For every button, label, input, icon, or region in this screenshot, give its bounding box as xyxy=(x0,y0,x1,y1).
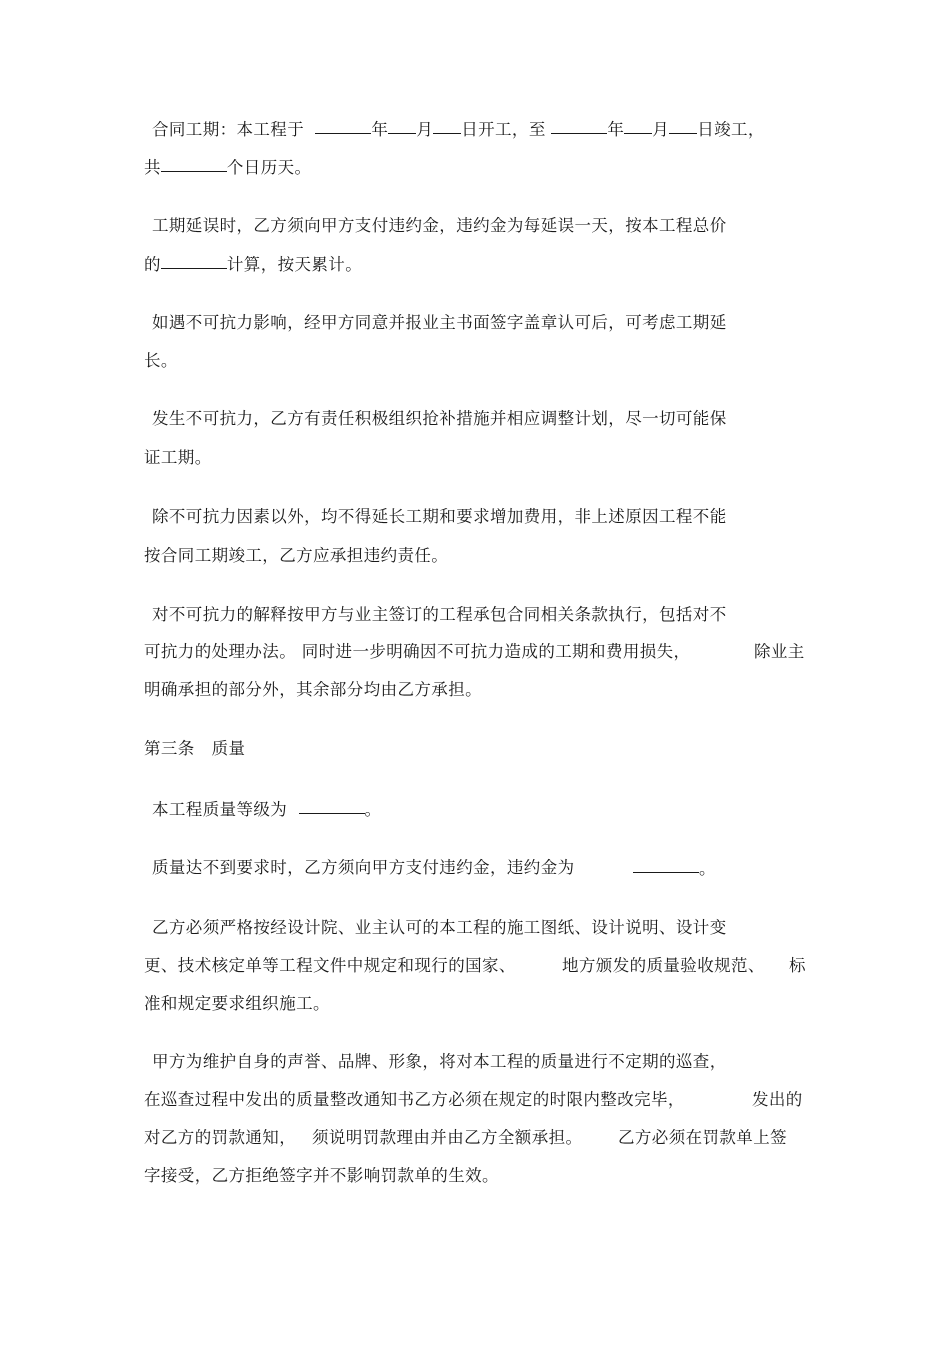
text: 月 xyxy=(416,120,434,139)
text: 可抗力的处理办法。 同时进一步明确因不可抗力造成的工期和费用损失， xyxy=(144,642,691,661)
p9-line-3 xyxy=(144,992,330,1016)
blank-penalty xyxy=(633,856,699,873)
blank-day-start xyxy=(433,117,461,134)
p2-line-2 xyxy=(144,252,362,276)
text: 发生不可抗力，乙方有责任积极组织抢补措施并相应调整计划，尽一切可能保 xyxy=(152,409,727,428)
text: 日开工，至 xyxy=(461,120,546,139)
text: 共 xyxy=(144,158,161,177)
p10-line-3 xyxy=(144,1126,296,1150)
text: 工期延误时，乙方须向甲方支付违约金，违约金为每延误一天，按本工程总价 xyxy=(152,216,727,235)
text: 字接受，乙方拒绝签字并不影响罚款单的生效。 xyxy=(144,1166,499,1185)
p10-line-4 xyxy=(144,1164,499,1188)
blank-rate xyxy=(161,252,227,269)
p4-line-1 xyxy=(152,407,727,431)
p6-line-1 xyxy=(152,603,727,627)
blank-days xyxy=(161,155,227,172)
text: 按合同工期竣工，乙方应承担违约责任。 xyxy=(144,546,449,565)
p10-line-2-tail xyxy=(752,1088,803,1112)
text: 本工程质量等级为 xyxy=(152,800,288,819)
p3-line-1 xyxy=(152,311,727,335)
text: 如遇不可抗力影响，经甲方同意并报业主书面签字盖章认可后，可考虑工期延 xyxy=(152,313,727,332)
blank-quality-grade xyxy=(299,797,365,814)
text: 标 xyxy=(789,956,806,975)
p5-line-1 xyxy=(152,505,727,529)
text: 年 xyxy=(607,120,625,139)
text: 更、技术核定单等工程文件中规定和现行的国家、 xyxy=(144,956,516,975)
p9-line-2-tail xyxy=(789,954,806,978)
text: 除不可抗力因素以外，均不得延长工期和要求增加费用，非上述原因工程不能 xyxy=(152,507,727,526)
blank-day-end xyxy=(669,117,697,134)
p7-line-1 xyxy=(152,797,381,821)
text: 除业主 xyxy=(754,642,805,661)
blank-month-start xyxy=(388,117,416,134)
p9-line-1 xyxy=(152,916,727,940)
p10-line-3-tail xyxy=(618,1126,787,1150)
text: 明确承担的部分外，其余部分均由乙方承担。 xyxy=(144,680,482,699)
text: 质量达不到要求时，乙方须向甲方支付违约金，违约金为 xyxy=(152,858,575,877)
p2-line-1 xyxy=(152,214,727,238)
p4-line-2 xyxy=(144,446,212,470)
text: 地方颁发的质量验收规范、 xyxy=(562,956,765,975)
p10-line-2 xyxy=(144,1088,685,1112)
text: 乙方必须在罚款单上签 xyxy=(618,1128,787,1147)
text: 对不可抗力的解释按甲方与业主签订的工程承包合同相关条款执行，包括对不 xyxy=(152,605,727,624)
text: 。 xyxy=(364,800,382,819)
text: 年 xyxy=(371,120,389,139)
p9-line-2 xyxy=(144,954,516,978)
p10-line-3-mid xyxy=(312,1126,582,1150)
text: 。 xyxy=(699,859,716,878)
text: 长。 xyxy=(144,351,178,370)
text: 对乙方的罚款通知， xyxy=(144,1128,297,1147)
p6-line-2 xyxy=(144,640,690,664)
p9-line-2-mid xyxy=(562,954,765,978)
text: 合同工期：本工程于 xyxy=(152,120,305,139)
text: 在巡查过程中发出的质量整改通知书乙方必须在规定的时限内整改完毕， xyxy=(144,1090,685,1109)
p5-line-2 xyxy=(144,544,448,568)
p1-line-1 xyxy=(152,117,765,141)
text: 的 xyxy=(144,255,161,274)
blank-month-end xyxy=(624,117,652,134)
p3-line-2 xyxy=(144,349,178,373)
text: 准和规定要求组织施工。 xyxy=(144,994,330,1013)
text: 须说明罚款理由并由乙方全额承担。 xyxy=(312,1128,583,1147)
text: 乙方必须严格按经设计院、业主认可的本工程的施工图纸、设计说明、设计变 xyxy=(152,918,727,937)
text: 发出的 xyxy=(752,1090,803,1109)
text: 第三条 质量 xyxy=(144,739,246,758)
p1-line-2 xyxy=(144,155,311,179)
text: 甲方为维护自身的声誉、品牌、形象，将对本工程的质量进行不定期的巡查， xyxy=(152,1052,727,1071)
p8-line-1 xyxy=(152,856,575,880)
text: 个日历天。 xyxy=(226,158,312,177)
section-heading-quality xyxy=(144,737,245,761)
text: 日竣工， xyxy=(697,120,765,139)
text: 月 xyxy=(652,120,670,139)
p6-line-3 xyxy=(144,678,482,702)
blank-year-end xyxy=(551,117,607,134)
text: 证工期。 xyxy=(144,448,212,467)
p6-line-2-tail xyxy=(754,640,805,664)
p10-line-1 xyxy=(152,1050,727,1074)
p8-line-1-tail xyxy=(633,856,716,880)
text: 计算，按天累计。 xyxy=(226,255,363,274)
blank-year-start xyxy=(315,117,371,134)
